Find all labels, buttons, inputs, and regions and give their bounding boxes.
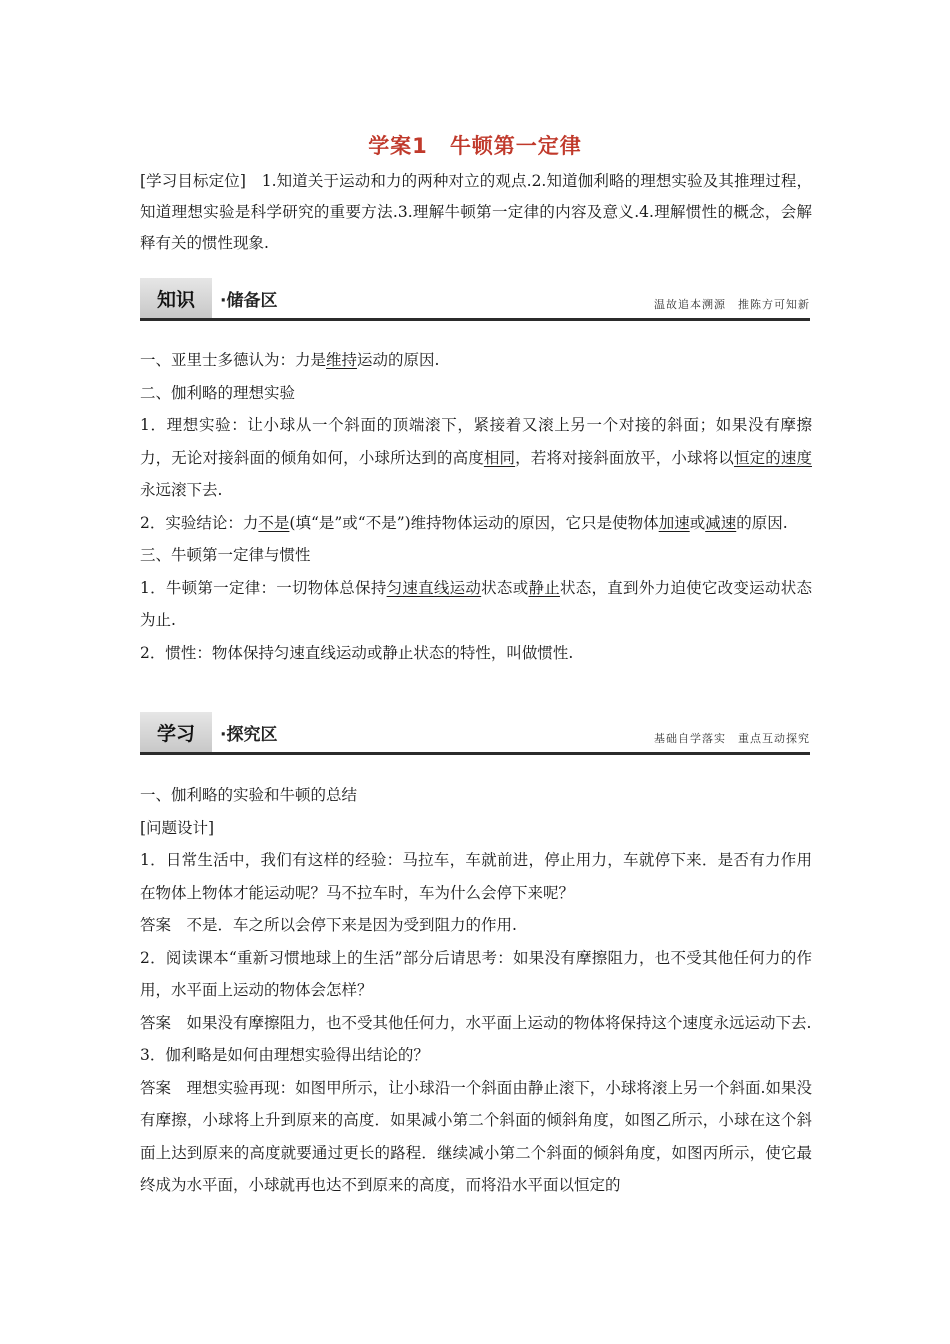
knowledge-content bbox=[140, 344, 812, 669]
answer-blank: 相同 bbox=[483, 448, 516, 467]
paragraph: 1．牛顿第一定律：一切物体总保持匀速直线运动状态或静止状态，直到外力迫使它改变运动状态为止. bbox=[140, 578, 812, 629]
paragraph: 3．伽利略是如何由理想实验得出结论的？ bbox=[140, 1046, 429, 1064]
paragraph: 1．理想实验：让小球从一个斜面的顶端滚下，紧接着又滚上另一个对接的斜面；如果没有摩擦力，无论对接斜面的倾角如何，小球所达到的高度相同，若将对接斜面放平，小球将以恒定的速度永远滚下去. bbox=[140, 416, 812, 499]
paragraph: 三、牛顿第一定律与惯性 bbox=[140, 546, 311, 564]
answer-paragraph: 答案 理想实验再现：如图甲所示，让小球沿一个斜面由静止滚下，小球将滚上另一个斜面.如果没有摩擦，小球将上升到原来的高度．如果减小第二个斜面的倾斜角度，如图乙所示，小球在这个斜面上达到原来的高度就要通过更长的路程．继续减小第二个斜面的倾斜角度，如图丙所示，使它最终成为水平面，小球就再也达不到原来的高度，而将沿水平面以恒定的 bbox=[140, 1078, 812, 1194]
section-slogan: 温故追本溯源 推陈方可知新 bbox=[654, 298, 810, 311]
paragraph: [问题设计] bbox=[140, 818, 215, 837]
answer-blank: 匀速直线运动 bbox=[386, 578, 482, 597]
title-main: 学案1 bbox=[368, 134, 428, 158]
answer-paragraph: 答案 如果没有摩擦阻力，也不受其他任何力，水平面上运动的物体将保持这个速度永远运动下去. bbox=[140, 1013, 812, 1032]
paragraph: 2．实验结论：力不是(填“是”或“不是”)维持物体运动的原因，它只是使物体加速或减速的原因. bbox=[140, 513, 788, 532]
study-content bbox=[140, 779, 812, 1202]
learning-objectives: [学习目标定位] 1.知道关于运动和力的两种对立的观点.2.知道伽利略的理想实验及其推理过程，知道理想实验是科学研究的重要方法.3.理解牛顿第一定律的内容及意义.4.理解惯性的概念，会解释有关的惯性现象. bbox=[140, 172, 812, 252]
title-sub: 牛顿第一定律 bbox=[449, 134, 582, 158]
paragraph: 2．阅读课本“重新习惯地球上的生活”部分后请思考：如果没有摩擦阻力，也不受其他任何力的作用，水平面上运动的物体会怎样？ bbox=[140, 948, 812, 999]
answer-blank: 静止 bbox=[528, 578, 560, 597]
answer-blank: 维持 bbox=[326, 351, 358, 369]
answer-blank: 加速 bbox=[658, 513, 690, 532]
section-subtitle: ·储备区 bbox=[220, 291, 278, 311]
answer-blank: 不是 bbox=[258, 513, 290, 532]
section-tab: 知识 bbox=[140, 278, 212, 318]
paragraph: 一、伽利略的实验和牛顿的总结 bbox=[140, 786, 358, 804]
answer-paragraph: 答案 不是．车之所以会停下来是因为受到阻力的作用. bbox=[140, 916, 517, 934]
answer-blank: 恒定的速度 bbox=[733, 448, 812, 467]
answer-blank: 减速 bbox=[705, 513, 737, 532]
section-tab: 学习 bbox=[140, 712, 212, 752]
section-band-knowledge bbox=[140, 278, 810, 321]
section-subtitle: ·探究区 bbox=[220, 725, 278, 745]
paragraph: 1．日常生活中，我们有这样的经验：马拉车，车就前进，停止用力，车就停下来．是否有力作用在物体上物体才能运动呢？马不拉车时，车为什么会停下来呢？ bbox=[140, 851, 812, 902]
section-slogan: 基础自学落实 重点互动探究 bbox=[654, 732, 810, 745]
paragraph: 2．惯性：物体保持匀速直线运动或静止状态的特性，叫做惯性. bbox=[140, 643, 574, 662]
section-band-study bbox=[140, 712, 810, 755]
page-title bbox=[0, 130, 950, 160]
paragraph: 一、亚里士多德认为：力是维持运动的原因. bbox=[140, 351, 440, 369]
paragraph: 二、伽利略的理想实验 bbox=[140, 383, 296, 402]
